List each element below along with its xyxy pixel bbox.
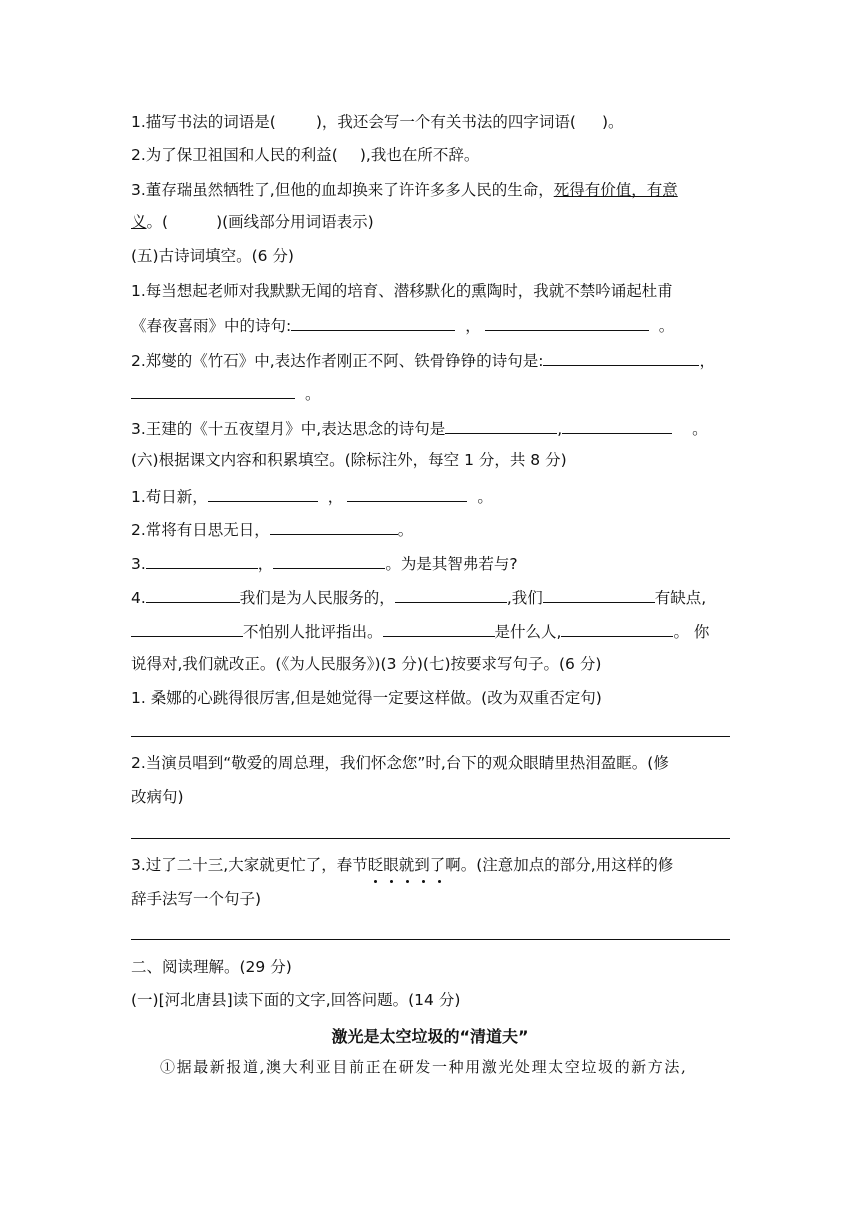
answer-line[interactable] <box>131 939 730 940</box>
poem-q1-line2 <box>131 314 674 336</box>
emphasis-dot <box>422 880 425 883</box>
text: 有缺点, <box>654 589 707 607</box>
answer-blank[interactable] <box>131 620 243 637</box>
answer-blank[interactable] <box>383 620 495 637</box>
text: ， <box>465 317 481 335</box>
text: 。( <box>146 213 169 231</box>
answer-blank[interactable] <box>146 586 240 603</box>
answer-blank[interactable] <box>485 314 649 331</box>
text: ， <box>699 352 715 370</box>
fill-q4-line1 <box>131 586 706 608</box>
text: 2.为了保卫祖国和人民的利益( <box>131 146 338 164</box>
q-defend-line <box>131 145 479 165</box>
text: )(画线部分用词语表示) <box>216 213 374 231</box>
article-paragraph-1: ①据最新报道,澳大利亚目前正在研发一种用激光处理太空垃圾的新方法, <box>160 1058 688 1076</box>
underlined-phrase: 死得有价值，有意 <box>553 181 678 199</box>
text: 。 <box>477 488 493 506</box>
text: 1.苟日新， <box>131 488 208 506</box>
answer-blank[interactable] <box>347 485 467 502</box>
emphasis-dot <box>406 880 409 883</box>
emphasis-dot <box>374 880 377 883</box>
text: ， <box>327 488 344 506</box>
text: 2.郑燮的《竹石》中,表达作者刚正不阿、铁骨铮铮的诗句是: <box>131 352 544 370</box>
write-q2-prompt-line2: 改病句) <box>131 788 184 806</box>
text: 2.常将有日思无日， <box>131 521 270 539</box>
text: )，我还会写一个有关书法的四字词语( <box>315 113 576 131</box>
answer-line[interactable] <box>131 736 730 737</box>
text: ， <box>257 555 274 573</box>
article-title: 激光是太空垃圾的“清道夫” <box>331 1027 529 1046</box>
dotted-emphasis <box>368 856 446 874</box>
answer-blank[interactable] <box>131 382 295 399</box>
q-dong-line2 <box>131 212 374 232</box>
poem-q1-line1: 1.每当想起老师对我默默无闻的培育、潜移默化的熏陶时，我就不禁吟诵起杜甫 <box>131 282 673 300</box>
fill-q4-line3: 说得对,我们就改正。(《为人民服务》)(3 分)(七)按要求写句子。(6 分) <box>131 655 602 673</box>
q-calligraphy-line <box>131 112 624 132</box>
answer-blank[interactable] <box>270 518 398 535</box>
answer-blank[interactable] <box>562 417 672 434</box>
poem-q2-line1 <box>131 349 715 371</box>
answer-blank[interactable] <box>395 586 507 603</box>
poem-q2-line2 <box>131 382 321 404</box>
fill-q4-line2 <box>131 620 709 642</box>
answer-line[interactable] <box>131 838 730 839</box>
write-q1-prompt: 1. 桑娜的心跳得很厉害,但是她觉得一定要这样做。(改为双重否定句) <box>131 689 602 707</box>
section-reading-heading: 二、阅读理解。(29 分) <box>131 958 292 976</box>
write-q3-prompt-line1 <box>131 855 673 875</box>
text: 《春夜喜雨》中的诗句: <box>131 317 292 335</box>
fill-q2-line <box>131 518 413 540</box>
reading-one-heading: (一)[河北唐县]读下面的文字,回答问题。(14 分) <box>131 991 461 1009</box>
text: 1.描写书法的词语是( <box>131 113 276 131</box>
write-q2-prompt-line1: 2.当演员唱到“敬爱的周总理，我们怀念您”时,台下的观众眼睛里热泪盈眶。(修 <box>131 754 669 772</box>
answer-blank[interactable] <box>445 417 557 434</box>
section-five-heading: (五)古诗词填空。(6 分) <box>131 247 294 265</box>
section-six-heading: (六)根据课文内容和积累填空。(除标注外，每空 1 分，共 8 分) <box>131 451 567 469</box>
write-q3-prompt-line2: 辞手法写一个句子) <box>131 890 262 908</box>
text: 3.董存瑞虽然牺牲了,但他的血却换来了许许多多人民的生命， <box>131 181 554 199</box>
text: 。 <box>397 521 414 539</box>
text: 3.王建的《十五夜望月》中,表达思念的诗句是 <box>131 420 446 438</box>
poem-q3-line <box>131 417 708 439</box>
text: 。 <box>692 420 708 438</box>
fill-q1-line <box>131 485 493 507</box>
text: 我们是为人民服务的， <box>239 589 395 607</box>
answer-blank[interactable] <box>561 620 673 637</box>
text: 4. <box>131 589 146 607</box>
text: 啊。(注意加点的部分,用这样的修 <box>445 856 674 874</box>
answer-blank[interactable] <box>291 314 455 331</box>
text: ,我们 <box>506 589 543 607</box>
text: 。 你 <box>673 623 710 641</box>
answer-blank[interactable] <box>543 586 655 603</box>
text: 。 <box>305 385 321 403</box>
emphasis-dot <box>390 880 393 883</box>
text: 。 <box>658 317 675 335</box>
text: )。 <box>601 113 624 131</box>
answer-blank[interactable] <box>273 552 385 569</box>
fill-q3-line <box>131 552 518 574</box>
emphasized-text: 眨眼就到了 <box>367 856 446 874</box>
text: 。为是其智弗若与? <box>385 555 518 573</box>
q-dong-line1 <box>131 180 678 200</box>
text: , <box>557 420 563 438</box>
text: 不怕别人批评指出。 <box>243 623 383 641</box>
text: 3.过了二十三,大家就更忙了，春节 <box>131 856 368 874</box>
answer-blank[interactable] <box>543 349 699 366</box>
emphasis-dot <box>438 880 441 883</box>
answer-blank[interactable] <box>208 485 318 502</box>
text: 3. <box>131 555 146 573</box>
text: ),我也在所不辞。 <box>359 146 480 164</box>
text: 是什么人, <box>494 623 562 641</box>
answer-blank[interactable] <box>146 552 258 569</box>
underlined-phrase: 义 <box>131 213 147 231</box>
